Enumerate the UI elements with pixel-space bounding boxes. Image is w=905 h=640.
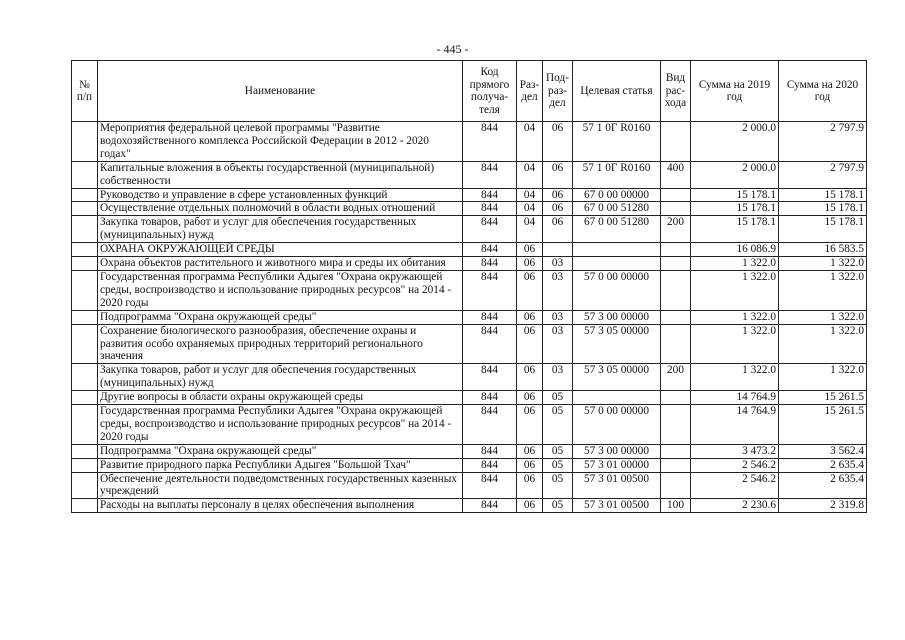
row-name: Капитальные вложения в объекты государственной (муниципальной) собственности [98,161,463,188]
row-num [72,499,98,513]
row-kind: 200 [661,216,691,243]
row-subsection: 05 [543,444,573,458]
row-section: 06 [517,364,543,391]
row-sum-2019: 1 322.0 [691,324,779,364]
row-target: 57 0 00 00000 [573,270,661,310]
row-sum-2019: 15 178.1 [691,202,779,216]
row-sum-2020: 1 322.0 [779,270,867,310]
row-section: 04 [517,216,543,243]
row-sum-2020: 3 562.4 [779,444,867,458]
row-num [72,216,98,243]
row-sum-2020: 1 322.0 [779,364,867,391]
row-kind [661,243,691,257]
table-row [72,324,867,364]
row-target: 57 3 01 00000 [573,458,661,472]
table-row [72,257,867,271]
row-num [72,310,98,324]
row-code: 844 [463,122,517,162]
row-section: 06 [517,499,543,513]
row-name: Расходы на выплаты персоналу в целях обеспечения выполнения [98,499,463,513]
row-name: Осуществление отдельных полномочий в области водных отношений [98,202,463,216]
row-subsection: 06 [543,188,573,202]
row-sum-2019: 1 322.0 [691,310,779,324]
row-code: 844 [463,202,517,216]
row-sum-2020: 15 178.1 [779,216,867,243]
row-sum-2019: 2 000.0 [691,161,779,188]
table-row [72,364,867,391]
row-num [72,391,98,405]
row-subsection: 06 [543,161,573,188]
row-sum-2019: 2 230.6 [691,499,779,513]
row-section: 04 [517,122,543,162]
row-kind [661,257,691,271]
row-subsection: 03 [543,310,573,324]
row-sum-2020: 1 322.0 [779,324,867,364]
row-section: 06 [517,458,543,472]
row-code: 844 [463,257,517,271]
row-sum-2020: 16 583.5 [779,243,867,257]
row-num [72,161,98,188]
row-section: 06 [517,310,543,324]
row-section: 06 [517,405,543,445]
row-section: 06 [517,270,543,310]
row-subsection: 06 [543,202,573,216]
row-kind [661,188,691,202]
row-subsection: 03 [543,324,573,364]
row-code: 844 [463,161,517,188]
row-kind [661,444,691,458]
row-name: Руководство и управление в сфере установленных функций [98,188,463,202]
row-subsection: 06 [543,216,573,243]
row-section: 06 [517,324,543,364]
row-num [72,405,98,445]
row-section: 06 [517,444,543,458]
row-code: 844 [463,458,517,472]
row-subsection: 03 [543,270,573,310]
header-name: Наименование [98,61,463,122]
row-target [573,257,661,271]
row-kind: 200 [661,364,691,391]
row-subsection: 03 [543,257,573,271]
row-num [72,188,98,202]
row-sum-2020: 15 261.5 [779,405,867,445]
table-row [72,161,867,188]
row-section: 06 [517,243,543,257]
row-target: 67 0 00 51280 [573,202,661,216]
row-sum-2020: 15 178.1 [779,202,867,216]
row-sum-2020: 2 319.8 [779,499,867,513]
row-target: 57 1 0Г R0160 [573,161,661,188]
row-sum-2019: 14 764.9 [691,405,779,445]
table-row [72,444,867,458]
row-section: 06 [517,472,543,499]
header-target: Целевая статья [573,61,661,122]
row-code: 844 [463,405,517,445]
row-sum-2019: 1 322.0 [691,364,779,391]
row-target: 57 1 0Г R0160 [573,122,661,162]
row-subsection: 05 [543,458,573,472]
table-row [72,499,867,513]
table-row [72,270,867,310]
row-subsection: 05 [543,391,573,405]
row-sum-2020: 2 635.4 [779,472,867,499]
row-target [573,391,661,405]
row-num [72,243,98,257]
row-name: Подпрограмма "Охрана окружающей среды" [98,310,463,324]
row-kind [661,324,691,364]
row-sum-2020: 15 178.1 [779,188,867,202]
row-target: 57 3 00 00000 [573,444,661,458]
row-sum-2020: 2 797.9 [779,122,867,162]
row-name: Подпрограмма "Охрана окружающей среды" [98,444,463,458]
table-row [72,243,867,257]
row-section: 04 [517,188,543,202]
row-name: Охрана объектов растительного и животного мира и среды их обитания [98,257,463,271]
row-subsection: 03 [543,364,573,391]
row-subsection: 05 [543,405,573,445]
table-row [72,202,867,216]
row-name: Государственная программа Республики Адыгея "Охрана окружающей среды, воспроизводство и использование природных ресурсов" на 2014 - 2020 годы [98,405,463,445]
row-subsection: 05 [543,472,573,499]
row-num [72,122,98,162]
row-kind [661,310,691,324]
row-target: 57 3 00 00000 [573,310,661,324]
row-kind [661,472,691,499]
row-target: 67 0 00 51280 [573,216,661,243]
header-sum-2020: Сумма на 2020 год [779,61,867,122]
page-number: - 445 - [436,42,469,56]
row-section: 04 [517,161,543,188]
row-code: 844 [463,216,517,243]
row-sum-2019: 2 546.2 [691,458,779,472]
row-section: 04 [517,202,543,216]
row-name: Другие вопросы в области охраны окружающей среды [98,391,463,405]
budget-table [71,60,867,513]
table-header-row [72,61,867,122]
row-code: 844 [463,364,517,391]
header-kind: Вид рас-хода [661,61,691,122]
row-num [72,202,98,216]
row-name: ОХРАНА ОКРУЖАЮЩЕЙ СРЕДЫ [98,243,463,257]
row-name: Мероприятия федеральной целевой программы "Развитие водохозяйственного комплекса Российской Федерации в 2012 - 2020 годах" [98,122,463,162]
table-row [72,472,867,499]
row-num [72,270,98,310]
row-sum-2019: 16 086.9 [691,243,779,257]
row-num [72,444,98,458]
row-name: Государственная программа Республики Адыгея "Охрана окружающей среды, воспроизводство и использование природных ресурсов" на 2014 - 2020 годы [98,270,463,310]
row-section: 06 [517,391,543,405]
table-row [72,122,867,162]
row-subsection [543,243,573,257]
table-row [72,310,867,324]
row-name: Обеспечение деятельности подведомственных государственных казенных учреждений [98,472,463,499]
row-sum-2019: 15 178.1 [691,188,779,202]
row-sum-2019: 14 764.9 [691,391,779,405]
row-code: 844 [463,270,517,310]
row-target: 57 3 05 00000 [573,324,661,364]
row-name: Закупка товаров, работ и услуг для обеспечения государственных (муниципальных) нужд [98,364,463,391]
row-target: 57 3 01 00500 [573,472,661,499]
row-sum-2020: 1 322.0 [779,257,867,271]
row-name: Сохранение биологического разнообразия, обеспечение охраны и развития особо охраняемых природных территорий регионального значения [98,324,463,364]
row-target: 67 0 00 00000 [573,188,661,202]
row-target: 57 0 00 00000 [573,405,661,445]
row-sum-2019: 1 322.0 [691,257,779,271]
row-section: 06 [517,257,543,271]
row-sum-2020: 1 322.0 [779,310,867,324]
row-kind [661,405,691,445]
table-row [72,216,867,243]
table-row [72,405,867,445]
row-num [72,458,98,472]
row-kind: 400 [661,161,691,188]
row-sum-2019: 1 322.0 [691,270,779,310]
row-sum-2020: 2 635.4 [779,458,867,472]
row-code: 844 [463,310,517,324]
row-name: Закупка товаров, работ и услуг для обеспечения государственных (муниципальных) нужд [98,216,463,243]
row-sum-2020: 2 797.9 [779,161,867,188]
row-num [72,257,98,271]
header-num: № п/п [72,61,98,122]
row-code: 844 [463,188,517,202]
row-code: 844 [463,499,517,513]
table-row [72,188,867,202]
row-code: 844 [463,243,517,257]
row-sum-2019: 2 000.0 [691,122,779,162]
row-sum-2020: 15 261.5 [779,391,867,405]
row-subsection: 05 [543,499,573,513]
row-target: 57 3 01 00500 [573,499,661,513]
row-sum-2019: 2 546.2 [691,472,779,499]
row-target [573,243,661,257]
row-kind [661,458,691,472]
header-sum-2019: Сумма на 2019 год [691,61,779,122]
row-code: 844 [463,324,517,364]
row-subsection: 06 [543,122,573,162]
row-kind [661,202,691,216]
row-kind: 100 [661,499,691,513]
row-sum-2019: 3 473.2 [691,444,779,458]
header-code: Код прямого получа-теля [463,61,517,122]
row-num [72,324,98,364]
row-kind [661,270,691,310]
row-sum-2019: 15 178.1 [691,216,779,243]
row-num [72,364,98,391]
table-row [72,458,867,472]
header-section: Раз-дел [517,61,543,122]
row-code: 844 [463,444,517,458]
row-kind [661,391,691,405]
row-num [72,472,98,499]
row-name: Развитие природного парка Республики Адыгея "Большой Тхач" [98,458,463,472]
header-subsection: Под-раз-дел [543,61,573,122]
row-kind [661,122,691,162]
row-code: 844 [463,391,517,405]
row-target: 57 3 05 00000 [573,364,661,391]
table-row [72,391,867,405]
row-code: 844 [463,472,517,499]
